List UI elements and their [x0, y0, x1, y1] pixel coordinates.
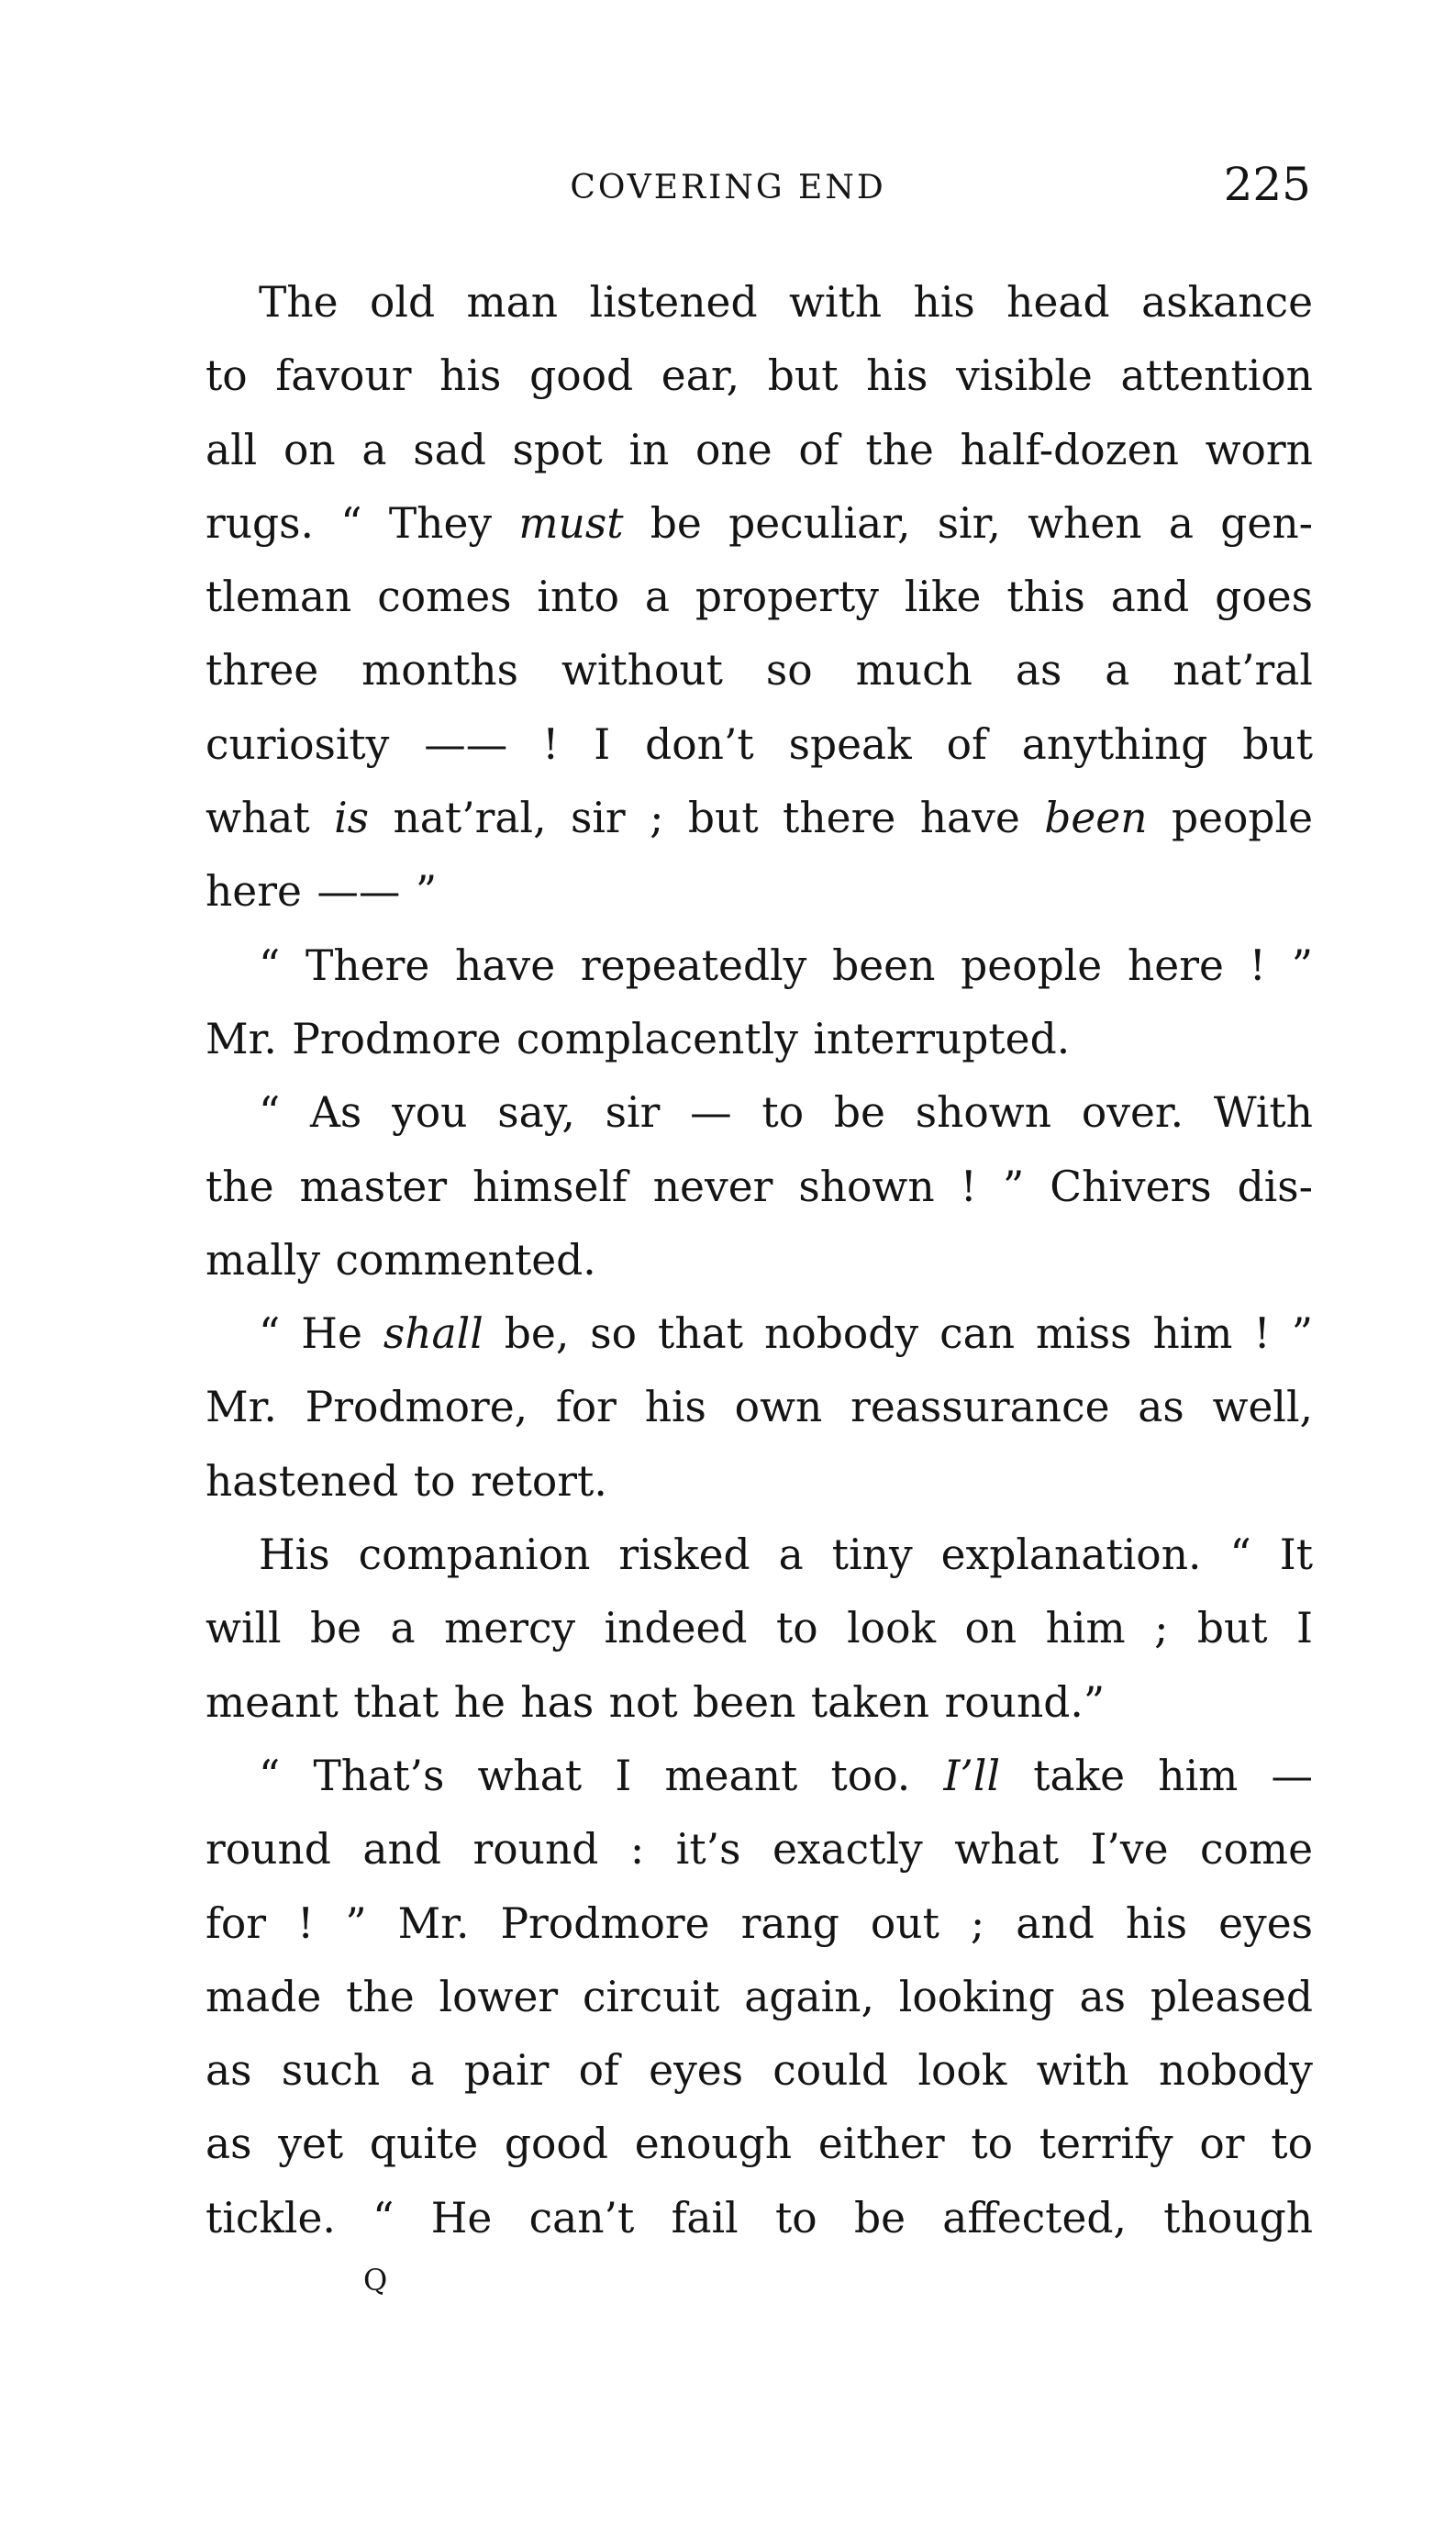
text-line: round and round : it’s exactly what I’ve come [206, 1825, 1313, 1875]
text-line: rugs. “ They must be peculiar, sir, when a gen- [206, 498, 1313, 548]
text-line: curiosity —— ! I don’t speak of anything but [206, 719, 1313, 769]
text-line: Mr. Prodmore, for his own reassurance as well, [206, 1383, 1313, 1432]
text-line: the master himself never shown ! ” Chivers dis- [206, 1162, 1313, 1211]
text-line: as such a pair of eyes could look with nobody [206, 2046, 1313, 2096]
text-line: Mr. Prodmore complacently interrupted. [206, 1014, 1071, 1063]
text-line: “ There have repeatedly been people here ! ” [259, 940, 1313, 990]
text-line: all on a sad spot in one of the half-dozen worn [206, 425, 1313, 474]
body-text [152, 266, 1313, 2255]
paragraph [152, 266, 1313, 929]
text-line: mally commented. [206, 1235, 596, 1285]
text-line: for ! ” Mr. Prodmore rang out ; and his eyes [206, 1898, 1313, 1948]
text-line: will be a mercy indeed to look on him ; but I [206, 1604, 1313, 1653]
text-line: tleman comes into a property like this and goes [206, 573, 1313, 622]
text-line: as yet quite good enough either to terrify or to [206, 2120, 1313, 2169]
text-line: three months without so much as a nat’ral [206, 646, 1313, 695]
text-line: to favour his good ear, but his visible attention [206, 351, 1313, 401]
paragraph [152, 1297, 1313, 1519]
text-line: tickle. “ He can’t fail to be affected, though [206, 2193, 1313, 2242]
text-line: “ That’s what I meant too. I’ll take him — [259, 1751, 1313, 1800]
paragraph [152, 1740, 1313, 2255]
text-line: meant that he has not been taken round.” [206, 1677, 1106, 1727]
text-line: “ As you say, sir — to be shown over. With [259, 1088, 1313, 1138]
text-line: what is nat’ral, sir ; but there have been people [206, 794, 1314, 843]
page-number: 225 [1223, 158, 1311, 211]
paragraph [152, 929, 1313, 1077]
paragraph [152, 1519, 1313, 1740]
text-line: hastened to retort. [206, 1456, 607, 1506]
text-line: “ He shall be, so that nobody can miss him ! ” [259, 1309, 1313, 1359]
signature-mark: Q [363, 2263, 388, 2298]
page-header [0, 158, 1456, 222]
text-line: here —— ” [206, 867, 438, 917]
running-head: COVERING END [570, 169, 886, 206]
paragraph [152, 1076, 1313, 1297]
text-line: His companion risked a tiny explanation. “ It [259, 1530, 1313, 1580]
text-line: made the lower circuit again, looking as pleased [206, 1972, 1313, 2021]
text-line: The old man listened with his head askance [259, 278, 1313, 327]
